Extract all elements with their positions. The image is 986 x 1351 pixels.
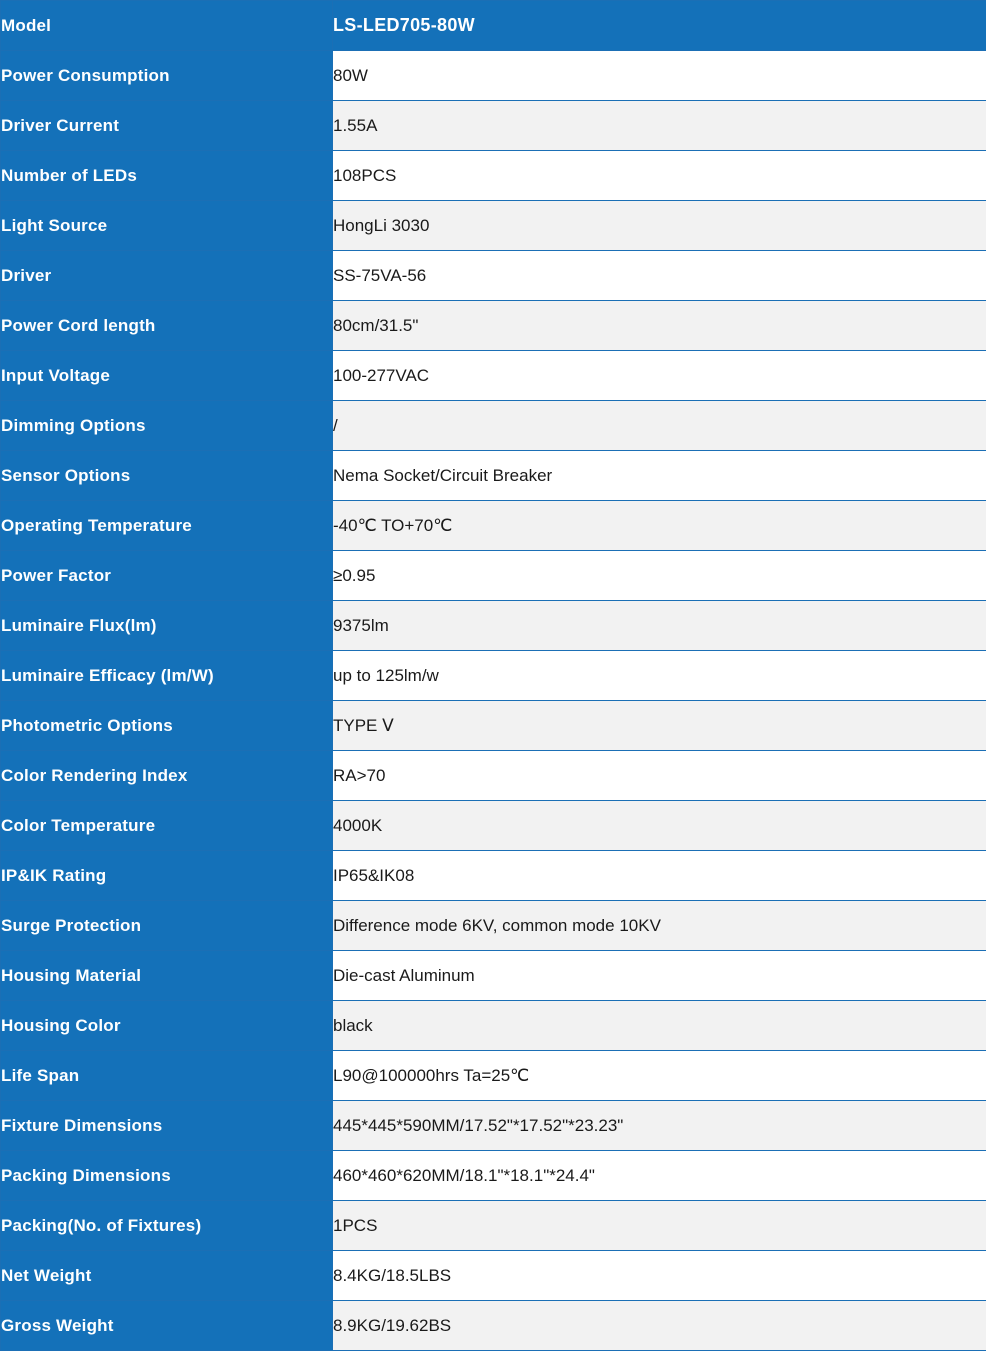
spec-label-cell: Life Span: [1, 1051, 333, 1101]
spec-value-cell: 1PCS: [333, 1201, 986, 1251]
table-row: [1, 951, 986, 1001]
spec-value-cell: 80W: [333, 51, 986, 101]
spec-value-cell: RA>70: [333, 751, 986, 801]
spec-value-cell: HongLi 3030: [333, 201, 986, 251]
spec-value-cell: 100-277VAC: [333, 351, 986, 401]
table-row: [1, 1051, 986, 1101]
spec-label-cell: Packing(No. of Fixtures): [1, 1201, 333, 1251]
spec-label-cell: Sensor Options: [1, 451, 333, 501]
spec-label-cell: Power Factor: [1, 551, 333, 601]
table-row: [1, 301, 986, 351]
table-row: [1, 701, 986, 751]
spec-value-cell: ≥0.95: [333, 551, 986, 601]
spec-value-cell: black: [333, 1001, 986, 1051]
spec-label-cell: Number of LEDs: [1, 151, 333, 201]
spec-value-cell: 108PCS: [333, 151, 986, 201]
spec-value-cell: -40℃ TO+70℃: [333, 501, 986, 551]
table-row: [1, 551, 986, 601]
table-row: [1, 601, 986, 651]
table-row: [1, 1201, 986, 1251]
table-row: [1, 1101, 986, 1151]
spec-label-cell: Photometric Options: [1, 701, 333, 751]
spec-label-cell: Net Weight: [1, 1251, 333, 1301]
spec-value-cell: 80cm/31.5": [333, 301, 986, 351]
spec-label-cell: Fixture Dimensions: [1, 1101, 333, 1151]
table-row: [1, 201, 986, 251]
spec-label-cell: Color Rendering Index: [1, 751, 333, 801]
spec-label-cell: Packing Dimensions: [1, 1151, 333, 1201]
spec-value-cell: 460*460*620MM/18.1"*18.1"*24.4": [333, 1151, 986, 1201]
spec-value-cell: 1.55A: [333, 101, 986, 151]
spec-value-cell: Nema Socket/Circuit Breaker: [333, 451, 986, 501]
spec-label-cell: Housing Color: [1, 1001, 333, 1051]
spec-value-cell: IP65&IK08: [333, 851, 986, 901]
spec-value-cell: TYPE Ⅴ: [333, 701, 986, 751]
table-row: [1, 801, 986, 851]
specification-table-body: [1, 1, 986, 1351]
spec-label-cell: Power Cord length: [1, 301, 333, 351]
spec-label-cell: Luminaire Efficacy (lm/W): [1, 651, 333, 701]
spec-value-cell: SS-75VA-56: [333, 251, 986, 301]
spec-label-cell: Color Temperature: [1, 801, 333, 851]
spec-value-cell: 8.9KG/19.62BS: [333, 1301, 986, 1351]
table-row: [1, 401, 986, 451]
table-row: [1, 51, 986, 101]
table-row: [1, 101, 986, 151]
spec-value-cell: up to 125lm/w: [333, 651, 986, 701]
table-row: [1, 451, 986, 501]
spec-value-cell: Die-cast Aluminum: [333, 951, 986, 1001]
spec-label-cell: Driver: [1, 251, 333, 301]
table-row: [1, 151, 986, 201]
table-row: [1, 351, 986, 401]
table-row: [1, 1151, 986, 1201]
spec-value-cell: Difference mode 6KV, common mode 10KV: [333, 901, 986, 951]
table-row: [1, 851, 986, 901]
table-row: [1, 751, 986, 801]
spec-label-cell: Dimming Options: [1, 401, 333, 451]
table-row: [1, 251, 986, 301]
spec-label-cell: IP&IK Rating: [1, 851, 333, 901]
spec-label-cell: Driver Current: [1, 101, 333, 151]
table-row: [1, 901, 986, 951]
spec-label-cell: Light Source: [1, 201, 333, 251]
spec-label-cell: Power Consumption: [1, 51, 333, 101]
table-row: [1, 651, 986, 701]
spec-value-cell: LS-LED705-80W: [333, 1, 986, 51]
spec-value-cell: 8.4KG/18.5LBS: [333, 1251, 986, 1301]
spec-label-cell: Gross Weight: [1, 1301, 333, 1351]
spec-value-cell: 4000K: [333, 801, 986, 851]
spec-value-cell: /: [333, 401, 986, 451]
spec-label-cell: Housing Material: [1, 951, 333, 1001]
spec-label-cell: Surge Protection: [1, 901, 333, 951]
table-row: [1, 501, 986, 551]
spec-value-cell: L90@100000hrs Ta=25℃: [333, 1051, 986, 1101]
spec-label-cell: Input Voltage: [1, 351, 333, 401]
spec-label-cell: Model: [1, 1, 333, 51]
table-row: [1, 1301, 986, 1351]
table-row: [1, 1251, 986, 1301]
spec-label-cell: Operating Temperature: [1, 501, 333, 551]
table-row: [1, 1001, 986, 1051]
spec-label-cell: Luminaire Flux(lm): [1, 601, 333, 651]
table-row: [1, 1, 986, 51]
spec-value-cell: 9375lm: [333, 601, 986, 651]
spec-value-cell: 445*445*590MM/17.52"*17.52"*23.23": [333, 1101, 986, 1151]
